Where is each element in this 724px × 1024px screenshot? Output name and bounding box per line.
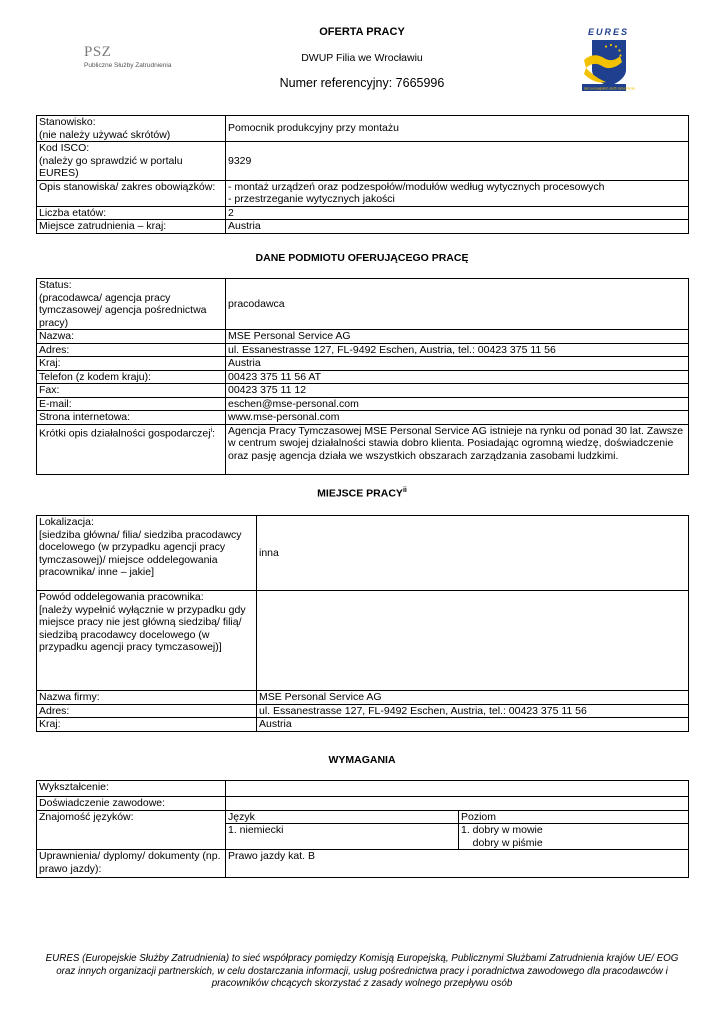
table-row <box>37 330 689 344</box>
footnote-marker: ii <box>402 487 407 494</box>
table-row <box>37 516 689 591</box>
country: Austria <box>226 220 689 234</box>
label-cell: Stanowisko: (nie należy używać skrótów) <box>37 116 226 142</box>
office-name: DWUP Filia we Wrocławiu <box>301 52 423 64</box>
experience-value <box>226 797 689 811</box>
job-title: Pomocnik produkcyjny przy montażu <box>226 116 689 142</box>
footnote-marker: i <box>210 426 213 434</box>
duty-line: - przestrzeganie wytycznych jakości <box>228 193 395 205</box>
activity-label: Krótki opis działalności gospodarczej <box>39 427 211 439</box>
company-country: Austria <box>257 718 689 732</box>
isco-code: 9329 <box>226 142 689 181</box>
label-colon: : <box>212 427 216 439</box>
workplace-location: inna <box>257 516 689 591</box>
label-cell: Kraj: <box>37 357 226 371</box>
page-title: OFERTA PRACY <box>319 26 405 38</box>
employer-status: pracodawca <box>226 279 689 330</box>
table-row <box>37 810 689 824</box>
table-row <box>37 424 689 474</box>
table-row <box>37 704 689 718</box>
label-cell: Nazwa: <box>37 330 226 344</box>
workplace-heading-text: MIEJSCE PRACY <box>317 487 403 500</box>
employer-email[interactable]: eschen@mse-personal.com <box>226 397 689 411</box>
label-cell: Powód oddelegowania pracownika: [należy wypełnić wyłącznie w przypadku gdy miejsce pracy nie jest główną siedzibą/ filią/ siedzibą pracodawcy docelowego (w przypadku agencji pracy tymczasowej)] <box>37 591 257 691</box>
label-cell: Uprawnienia/ dyplomy/ dokumenty (np. prawo jazdy): <box>37 850 226 878</box>
employer-fax: 00423 375 11 12 <box>226 384 689 398</box>
eures-logo <box>578 26 638 92</box>
position-table <box>36 115 689 234</box>
label-cell: Adres: <box>37 704 257 718</box>
employer-country: Austria <box>226 357 689 371</box>
language-header: Język <box>226 810 459 824</box>
label-cell: Doświadczenie zawodowe: <box>37 797 226 811</box>
table-row <box>37 781 689 797</box>
reference-number: Numer referencyjny: 7665996 <box>279 76 445 90</box>
licenses-value: Prawo jazdy kat. B <box>226 850 689 878</box>
table-row <box>37 357 689 371</box>
label-cell: Miejsce zatrudnienia – kraj: <box>37 220 226 234</box>
table-row <box>37 591 689 691</box>
label-cell: Telefon (z kodem kraju): <box>37 370 226 384</box>
label-cell: E-mail: <box>37 397 226 411</box>
label-cell: Wykształcenie: <box>37 781 226 797</box>
education-value <box>226 781 689 797</box>
label-cell: Liczba etatów: <box>37 206 226 220</box>
label-cell: Kod ISCO: (należy go sprawdzić w portalu EURES) <box>37 142 226 181</box>
duty-line: - montaż urządzeń oraz podzespołów/modułów według wytycznych procesowych <box>228 180 605 193</box>
table-row <box>37 206 689 220</box>
company-address: ul. Essanestrasse 127, FL-9492 Eschen, Austria, tel.: 00423 375 11 56 <box>257 704 689 718</box>
requirements-heading: WYMAGANIA <box>328 754 396 766</box>
employer-phone: 00423 375 11 56 AT <box>226 370 689 384</box>
company-name: MSE Personal Service AG <box>257 691 689 705</box>
label-cell: Nazwa firmy: <box>37 691 257 705</box>
employer-name: MSE Personal Service AG <box>226 330 689 344</box>
label-cell: Strona internetowa: <box>37 411 226 425</box>
footer-note: EURES (Europejskie Służby Zatrudnienia) to sieć współpracy pomiędzy Komisją Europejską, Publicznymi Służbami Zatrudnienia krajów UE/ EOG oraz innych organizacji partnerskich, w celu dostarczania informacji, usług pośrednictwa pracy i poradnictwa zawodowego dla pracodawców i pracowników chcących skorzystać z zasady wolnego przepływu osób <box>45 953 679 989</box>
workplace-table <box>36 515 689 732</box>
business-description: Agencja Pracy Tymczasowej MSE Personal Service AG istnieje na rynku od ponad 30 lat. Zawsze w centrum swojej działalności stawia dobro klienta. Posiadając ogromną wiedzę, doświadczenie oraz pasję agencja działa we wszystkich obszarach zarządzania zasobami ludzkimi. <box>226 424 689 474</box>
label-cell: Adres: <box>37 343 226 357</box>
employer-address: ul. Essanestrasse 127, FL-9492 Eschen, Austria, tel.: 00423 375 11 56 <box>226 343 689 357</box>
delegation-reason <box>257 591 689 691</box>
table-row <box>37 116 689 142</box>
label-cell: Kraj: <box>37 718 257 732</box>
psz-logo <box>84 44 171 69</box>
employer-heading: DANE PODMIOTU OFERUJĄCEGO PRACĘ <box>255 252 469 264</box>
label-cell: Opis stanowiska/ zakres obowiązków: <box>37 180 226 206</box>
svg-text:EURES: EURES <box>588 27 630 37</box>
psz-logo-text: PSZ <box>84 44 112 60</box>
workplace-heading <box>0 487 724 500</box>
employer-table <box>36 278 689 475</box>
table-row <box>37 180 689 206</box>
label-cell <box>37 424 226 474</box>
language-value: 1. niemiecki <box>226 824 459 850</box>
label-cell: Status: (pracodawca/ agencja pracy tymczasowej/ agencja pośrednictwa pracy) <box>37 279 226 330</box>
table-row <box>37 691 689 705</box>
psz-logo-subtitle: Publiczne Służby Zatrudnienia <box>84 62 172 69</box>
requirements-table <box>36 780 689 878</box>
label-cell: Lokalizacja: [siedziba główna/ filia/ siedziba pracodawcy docelowego (w przypadku agencji pracy tymczasowej)/ miejsce oddelegowania pracownika/ inne – jakie] <box>37 516 257 591</box>
employer-website[interactable]: www.mse-personal.com <box>226 411 689 425</box>
level-value: 1. dobry w mowie dobry w piśmie <box>459 824 689 850</box>
eures-tagline: sieć europejskich służb zatrudnienia <box>584 86 636 91</box>
table-row <box>37 370 689 384</box>
table-row <box>37 850 689 878</box>
table-row <box>37 343 689 357</box>
table-row <box>37 279 689 330</box>
table-row <box>37 718 689 732</box>
label-cell: Znajomość języków: <box>37 810 226 850</box>
table-row <box>37 411 689 425</box>
table-row <box>37 384 689 398</box>
positions-count: 2 <box>226 206 689 220</box>
table-row <box>37 397 689 411</box>
level-header: Poziom <box>459 810 689 824</box>
table-row <box>37 142 689 181</box>
label-cell: Fax: <box>37 384 226 398</box>
table-row <box>37 220 689 234</box>
table-row <box>37 797 689 811</box>
job-description <box>226 180 689 206</box>
